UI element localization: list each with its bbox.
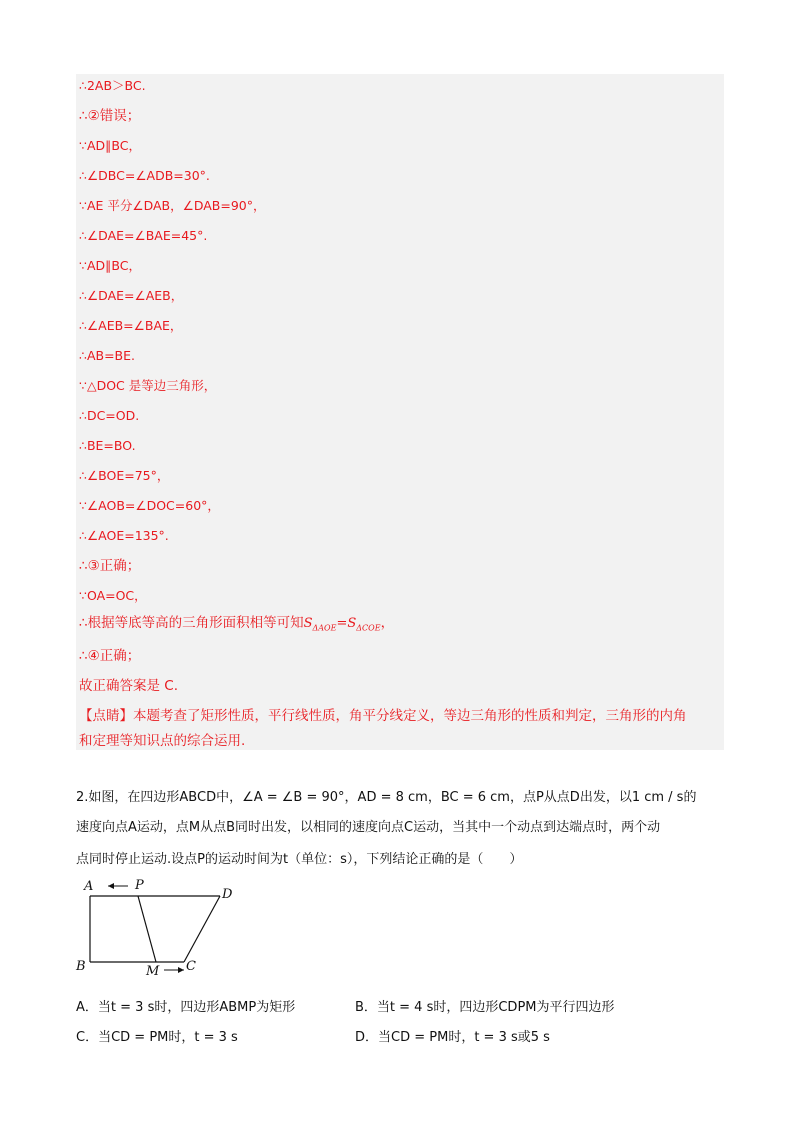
arrow-left-head bbox=[108, 883, 114, 889]
option-letter: D． bbox=[355, 1030, 379, 1045]
area-s-right: S bbox=[347, 616, 357, 631]
option-text: 当CD = PM时，t = 3 s或5 s bbox=[378, 1030, 550, 1045]
solution-line: ∴∠AOE=135°. bbox=[79, 528, 169, 543]
label-m: M bbox=[146, 964, 160, 979]
option-d bbox=[355, 1028, 550, 1048]
option-text: 当t = 3 s时，四边形ABMP为矩形 bbox=[97, 1000, 296, 1015]
label-b: B bbox=[76, 959, 86, 974]
question-line-3: 点同时停止运动.设点P的运动时间为t（单位：s），下列结论正确的是（ ） bbox=[76, 852, 523, 867]
solution-line: ∴∠DAE=∠BAE=45°. bbox=[79, 228, 208, 243]
solution-line: ∴BE=BO. bbox=[79, 438, 136, 453]
solution-line: ∴③正确； bbox=[79, 558, 141, 574]
solution-box bbox=[76, 74, 724, 750]
option-letter: B． bbox=[355, 1000, 377, 1015]
question-line-2: 速度向点A运动，点M从点B同时出发，以相同的速度向点C运动，当其中一个动点到达端点时，两个动 bbox=[76, 820, 661, 835]
solution-line: ∴DC=OD. bbox=[79, 408, 140, 423]
area-conclusion-line bbox=[79, 614, 394, 638]
solution-line: ∴AB=BE. bbox=[79, 348, 135, 363]
area-sub-left: ΔAOE bbox=[312, 623, 337, 633]
solution-line: ∵OA=OC， bbox=[79, 588, 147, 603]
label-c: C bbox=[186, 959, 196, 974]
option-a bbox=[76, 998, 295, 1018]
label-d: D bbox=[222, 887, 233, 902]
solution-line: ∵AD∥BC， bbox=[79, 138, 141, 153]
solution-line: 故正确答案是 C. bbox=[79, 678, 179, 694]
option-text: 当t = 4 s时，四边形CDPM为平行四边形 bbox=[376, 1000, 615, 1015]
comment-label: 【点睛】 bbox=[79, 708, 133, 724]
question-number: 2. bbox=[76, 790, 89, 805]
comment-line-2: 和定理等知识点的综合运用. bbox=[79, 733, 246, 749]
area-equals: = bbox=[336, 616, 348, 631]
solution-line: ∴2AB＞BC. bbox=[79, 78, 146, 93]
solution-line: ∴④正确； bbox=[79, 648, 141, 664]
label-p: P bbox=[135, 878, 144, 893]
segment-pm bbox=[138, 896, 156, 962]
comment-text: 本题考查了矩形性质，平行线性质，角平分线定义，等边三角形的性质和判定，三角形的内角 bbox=[133, 708, 687, 724]
solution-line: ∵∠AOB=∠DOC=60°， bbox=[79, 498, 220, 513]
option-letter: C． bbox=[76, 1030, 99, 1045]
option-text: 当CD = PM时，t = 3 s bbox=[98, 1030, 238, 1045]
comment-line-1 bbox=[79, 707, 687, 725]
area-tail: ， bbox=[380, 615, 395, 631]
question-line-1 bbox=[76, 788, 696, 808]
option-b bbox=[355, 998, 615, 1018]
side-cd bbox=[184, 896, 220, 962]
question-text-1: 如图，在四边形ABCD中，∠A = ∠B = 90°，AD = 8 cm，BC = 6 cm，点P从点D出发，以1 cm / s的 bbox=[88, 790, 697, 805]
quadrilateral-figure bbox=[72, 876, 252, 980]
solution-line: ∵AD∥BC， bbox=[79, 258, 141, 273]
solution-line: ∴∠DBC=∠ADB=30°. bbox=[79, 168, 210, 183]
option-letter: A． bbox=[76, 1000, 98, 1015]
solution-line: ∴②错误； bbox=[79, 108, 141, 124]
solution-line: ∴∠DAE=∠AEB， bbox=[79, 288, 184, 303]
area-sub-right: ΔCOE bbox=[356, 623, 381, 633]
arrow-right-head bbox=[178, 967, 184, 973]
area-s-left: S bbox=[303, 616, 313, 631]
solution-line: ∴∠BOE=75°， bbox=[79, 468, 170, 483]
solution-line: ∵AE 平分∠DAB，∠DAB=90°， bbox=[79, 198, 266, 213]
solution-line: ∵△DOC 是等边三角形， bbox=[79, 378, 217, 393]
solution-line: ∴∠AEB=∠BAE， bbox=[79, 318, 183, 333]
area-conclusion-text: ∴根据等底等高的三角形面积相等可知 bbox=[79, 615, 304, 631]
label-a: A bbox=[84, 879, 94, 894]
option-c bbox=[76, 1028, 238, 1048]
